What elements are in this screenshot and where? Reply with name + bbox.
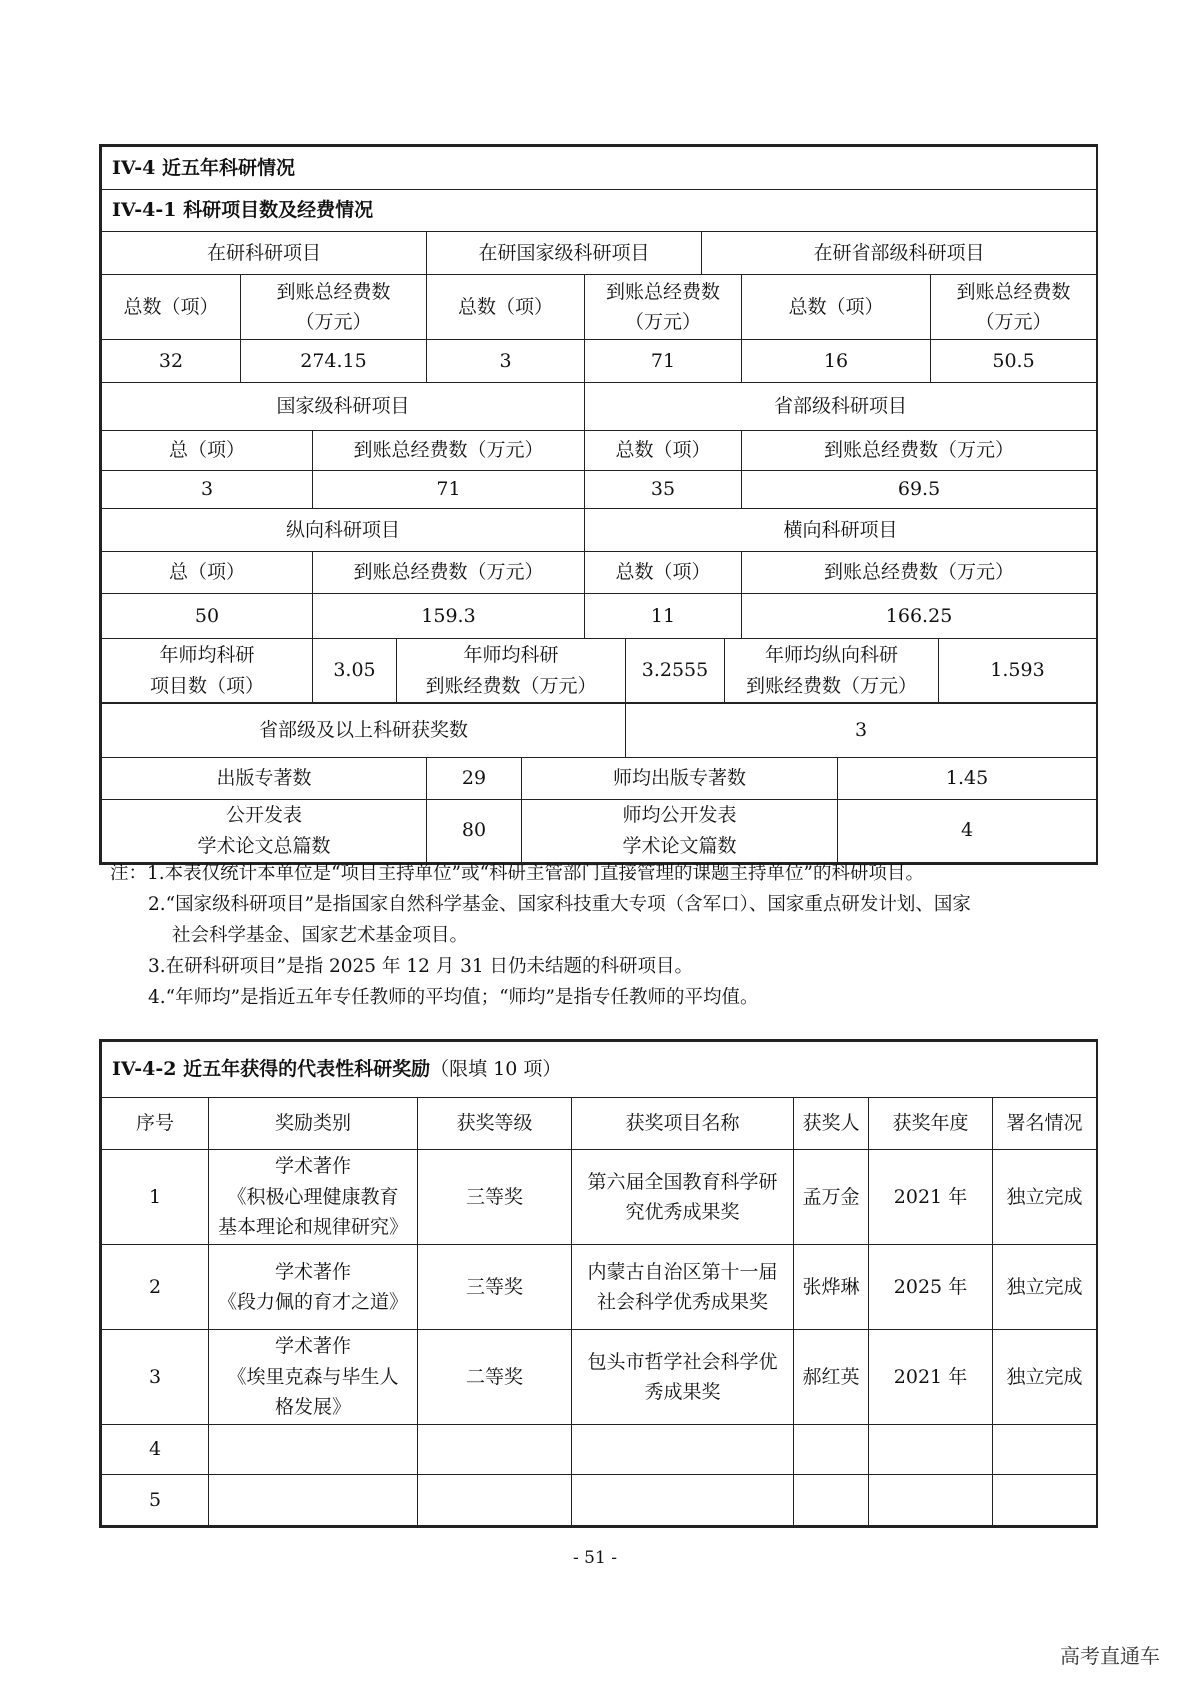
row-no: 4	[102, 1425, 209, 1475]
avg-projects-label: 年师均科研 项目数（项）	[102, 639, 313, 703]
row-no: 5	[102, 1475, 209, 1526]
research-projects-frame	[99, 144, 1098, 865]
count-label: 总数（项）	[427, 275, 585, 340]
row-level: 三等奖	[418, 1150, 572, 1245]
vertical-projects-title: 纵向科研项目	[102, 509, 585, 552]
row-project	[572, 1475, 794, 1526]
avg-stats-table	[101, 638, 1097, 703]
row-project	[572, 1425, 794, 1475]
row-person: 孟万金	[794, 1150, 869, 1245]
count-label: 总数（项）	[585, 552, 742, 594]
row-category: 学术著作 《积极心理健康教育 基本理论和规律研究》	[209, 1150, 418, 1245]
col-header-year: 获奖年度	[869, 1098, 993, 1150]
avg-fund-value: 3.2555	[626, 639, 725, 703]
row-signature: 独立完成	[993, 1150, 1097, 1245]
fund-label-full: 到账总经费数（万元）	[313, 552, 585, 594]
fund-label-full: 到账总经费数（万元）	[313, 431, 585, 471]
col-header-no: 序号	[102, 1098, 209, 1150]
row-project: 包头市哲学社会科学优 秀成果奖	[572, 1330, 794, 1425]
row-signature	[993, 1475, 1097, 1526]
national-fund-value: 71	[313, 471, 585, 509]
watermark: 高考直通车	[1060, 1644, 1160, 1668]
total-label: 总（项）	[102, 552, 313, 594]
avg-fund-label: 年师均科研 到账经费数（万元）	[397, 639, 626, 703]
count-label: 总数（项）	[102, 275, 241, 340]
books-avg-label: 师均出版专著数	[522, 757, 838, 799]
national-count-value: 3	[102, 471, 313, 509]
table-row	[102, 1330, 1097, 1425]
row-person	[794, 1475, 869, 1526]
page-number: - 51 -	[573, 1548, 617, 1568]
row-signature: 独立完成	[993, 1330, 1097, 1425]
provincial-projects-title: 省部级科研项目	[585, 383, 1097, 431]
ongoing-provincial-fund-value: 50.5	[931, 340, 1097, 383]
horizontal-projects-title: 横向科研项目	[585, 509, 1097, 552]
row-category	[209, 1475, 418, 1526]
row-category: 学术著作 《埃里克森与毕生人 格发展》	[209, 1330, 418, 1425]
ongoing-national-fund-value: 71	[585, 340, 742, 383]
note-4: 4.“年师均”是指近五年专任教师的平均值；“师均”是指专任教师的平均值。	[148, 987, 759, 1008]
fund-label-full: 到账总经费数（万元）	[742, 552, 1097, 594]
fund-label: 到账总经费数 （万元）	[585, 275, 742, 340]
vertical-count-value: 50	[102, 594, 313, 639]
awards-table	[101, 1041, 1097, 1526]
row-year: 2021 年	[869, 1330, 993, 1425]
row-signature	[993, 1425, 1097, 1475]
books-avg-value: 1.45	[838, 757, 1097, 799]
row-no: 3	[102, 1330, 209, 1425]
row-year: 2021 年	[869, 1150, 993, 1245]
row-person	[794, 1425, 869, 1475]
books-label: 出版专著数	[102, 757, 427, 799]
fund-label: 到账总经费数 （万元）	[241, 275, 427, 340]
group-ongoing: 在研科研项目	[102, 232, 427, 275]
table-row	[102, 1425, 1097, 1475]
row-category: 学术著作 《段力佩的育才之道》	[209, 1245, 418, 1330]
row-project: 第六届全国教育科学研 究优秀成果奖	[572, 1150, 794, 1245]
avg-projects-value: 3.05	[313, 639, 397, 703]
awards-frame	[99, 1039, 1098, 1528]
row-project: 内蒙古自治区第十一届 社会科学优秀成果奖	[572, 1245, 794, 1330]
ongoing-national-count-value: 3	[427, 340, 585, 383]
note-3: 3.在研科研项目”是指 2025 年 12 月 31 日仍未结题的科研项目。	[148, 956, 694, 977]
books-value: 29	[427, 757, 522, 799]
provincial-fund-value: 69.5	[742, 471, 1097, 509]
ongoing-count-value: 32	[102, 340, 241, 383]
row-year	[869, 1425, 993, 1475]
row-person: 郝红英	[794, 1330, 869, 1425]
avg-vertical-fund-value: 1.593	[939, 639, 1097, 703]
awards-count-value: 3	[626, 703, 1097, 757]
horizontal-fund-value: 166.25	[742, 594, 1097, 639]
ongoing-fund-value: 274.15	[241, 340, 427, 383]
group-ongoing-provincial: 在研省部级科研项目	[702, 232, 1097, 275]
row-signature: 独立完成	[993, 1245, 1097, 1330]
note-2: 2.“国家级科研项目”是指国家自然科学基金、国家科技重大专项（含军口）、国家重点研发计划、国家	[148, 894, 971, 915]
col-header-person: 获奖人	[794, 1098, 869, 1150]
table-row	[102, 1150, 1097, 1245]
awards-title: IV-4-2 近五年获得的代表性科研奖励（限填 10 项）	[102, 1042, 1097, 1098]
row-person: 张烨琳	[794, 1245, 869, 1330]
row-level	[418, 1475, 572, 1526]
papers-value: 80	[427, 799, 522, 862]
count-label: 总数（项）	[585, 431, 742, 471]
output-stats-table	[101, 702, 1097, 863]
total-label: 总（项）	[102, 431, 313, 471]
col-header-signature: 署名情况	[993, 1098, 1097, 1150]
avg-vertical-fund-label: 年师均纵向科研 到账经费数（万元）	[725, 639, 939, 703]
row-level	[418, 1425, 572, 1475]
col-header-project: 获奖项目名称	[572, 1098, 794, 1150]
row-year	[869, 1475, 993, 1526]
row-level: 二等奖	[418, 1330, 572, 1425]
national-projects-title: 国家级科研项目	[102, 383, 585, 431]
ongoing-provincial-count-value: 16	[742, 340, 931, 383]
group-ongoing-national: 在研国家级科研项目	[427, 232, 702, 275]
section-subtitle: IV-4-1 科研项目数及经费情况	[102, 190, 1097, 232]
table-notes	[110, 858, 1090, 1013]
research-projects-table	[101, 146, 1097, 639]
horizontal-count-value: 11	[585, 594, 742, 639]
table-row	[102, 1245, 1097, 1330]
count-label: 总数（项）	[742, 275, 931, 340]
papers-avg-value: 4	[838, 799, 1097, 862]
row-no: 2	[102, 1245, 209, 1330]
row-category	[209, 1425, 418, 1475]
section-title: IV-4 近五年科研情况	[102, 147, 1097, 190]
note-1: 注：1.本表仅统计本单位是“项目主持单位”或“科研主管部门直接管理的课题主持单位”的科研项目。	[110, 863, 924, 884]
fund-label-full: 到账总经费数（万元）	[742, 431, 1097, 471]
row-no: 1	[102, 1150, 209, 1245]
provincial-count-value: 35	[585, 471, 742, 509]
table-row	[102, 1475, 1097, 1526]
fund-label: 到账总经费数 （万元）	[931, 275, 1097, 340]
papers-label: 公开发表 学术论文总篇数	[102, 799, 427, 862]
awards-count-label: 省部级及以上科研获奖数	[102, 703, 626, 757]
row-level: 三等奖	[418, 1245, 572, 1330]
vertical-fund-value: 159.3	[313, 594, 585, 639]
col-header-category: 奖励类别	[209, 1098, 418, 1150]
row-year: 2025 年	[869, 1245, 993, 1330]
col-header-level: 获奖等级	[418, 1098, 572, 1150]
note-2-cont: 社会科学基金、国家艺术基金项目。	[172, 925, 469, 946]
papers-avg-label: 师均公开发表 学术论文篇数	[522, 799, 838, 862]
